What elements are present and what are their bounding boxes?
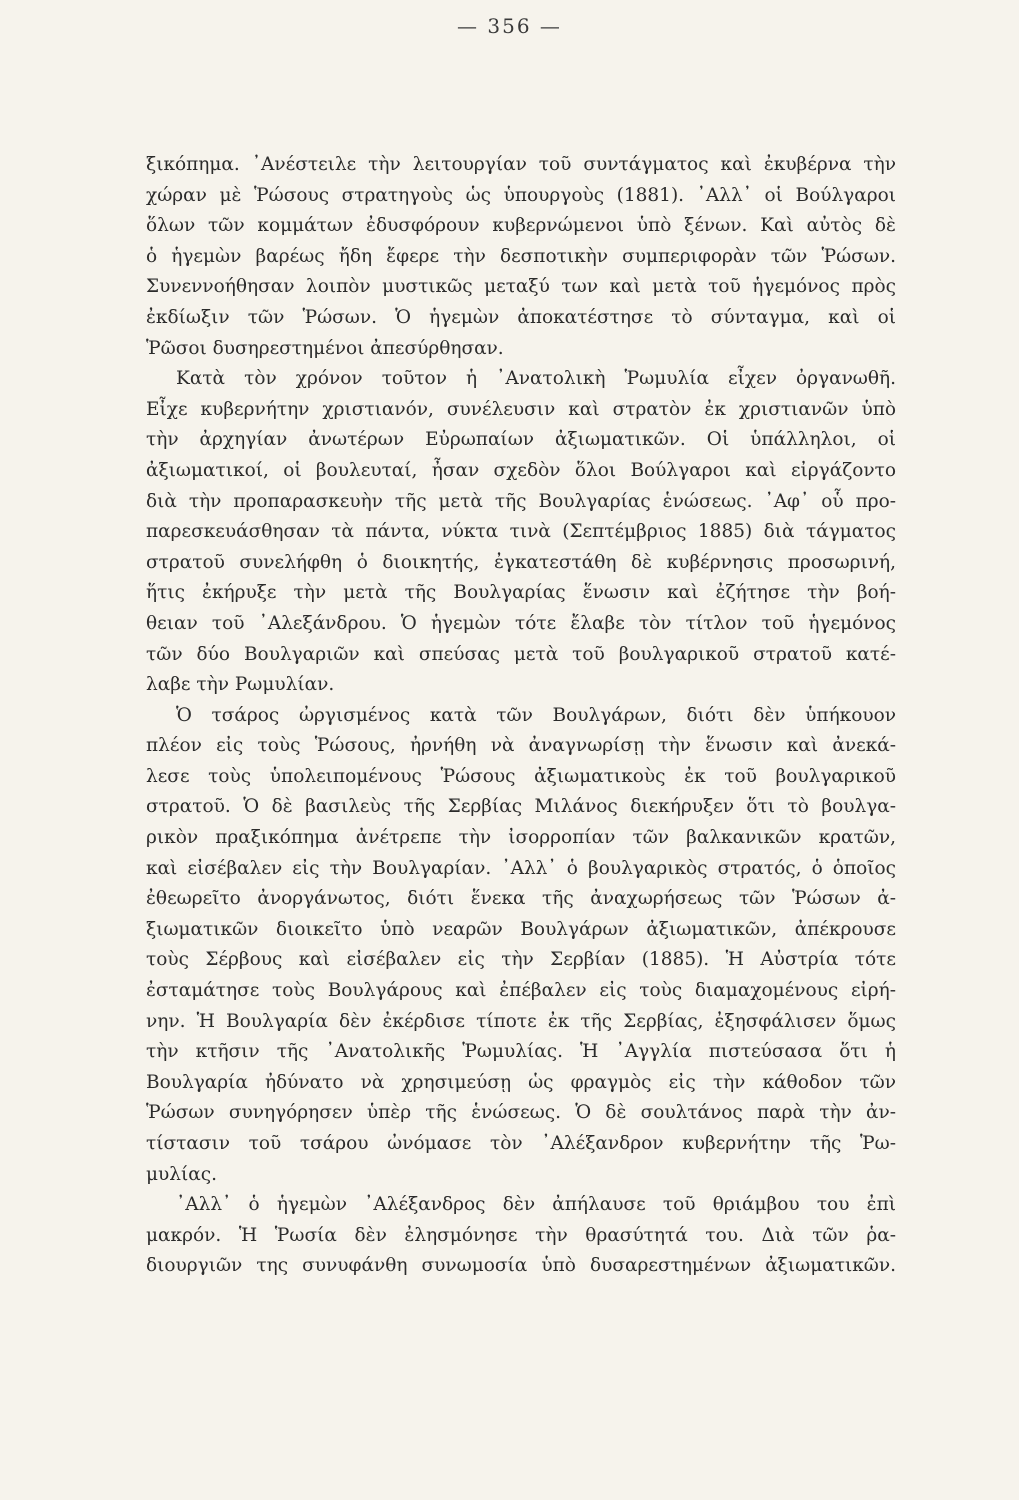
text-line: καὶ εἰσέβαλεν εἰς τὴν Βουλγαρίαν. ᾿Αλλ᾿ ὁ βουλγαρικὸς στρατός, ὁ ὁποῖος <box>146 857 896 879</box>
text-line: ἐκδίωξιν τῶν Ῥώσων. Ὁ ἡγεμὼν ἀποκατέστησε τὸ σύνταγμα, καὶ οἱ <box>146 306 896 328</box>
text-line: Εἶχε κυβερνήτην χριστιανόν, συνέλευσιν καὶ στρατὸν ἐκ χριστιανῶν ὑπὸ <box>146 398 896 420</box>
text-line: λαβε τὴν Ρωμυλίαν. <box>146 674 335 696</box>
text-line: ἐσταμάτησε τοὺς Βουλγάρους καὶ ἐπέβαλεν εἰς τοὺς διαμαχομένους εἰρή- <box>146 980 896 1002</box>
text-line: τὴν κτῆσιν τῆς ᾿Ανατολικῆς Ῥωμυλίας. Ἡ ᾿Αγγλία πιστεύσασα ὅτι ἡ <box>146 1041 896 1063</box>
text-line: διὰ τὴν προπαρασκευὴν τῆς μετὰ τῆς Βουλγαρίας ἑνώσεως. ᾿Αφ᾿ οὗ προ- <box>146 490 896 512</box>
text-line: μακρόν. Ἡ Ῥωσία δὲν ἐλησμόνησε τὴν θρασύτητά του. Διὰ τῶν ῥα- <box>146 1224 896 1246</box>
text-line: χώραν μὲ Ῥώσους στρατηγοὺς ὡς ὑπουργοὺς (1881). ᾿Αλλ᾿ οἱ Βούλγαροι <box>146 184 896 206</box>
text-line: παρεσκευάσθησαν τὰ πάντα, νύκτα τινὰ (Σεπτέμβριος 1885) διὰ τάγματος <box>146 521 896 543</box>
text-line: ρικὸν πραξικόπημα ἀνέτρεπε τὴν ἰσορροπίαν τῶν βαλκανικῶν κρατῶν, <box>146 827 896 849</box>
text-line: Ῥώσων συνηγόρησεν ὑπὲρ τῆς ἑνώσεως. Ὁ δὲ σουλτάνος παρὰ τὴν ἀν- <box>146 1102 896 1124</box>
text-line: στρατοῦ. Ὁ δὲ βασιλεὺς τῆς Σερβίας Μιλάνος διεκήρυξεν ὅτι τὸ βουλγα- <box>146 796 896 818</box>
text-line: Συνεννοήθησαν λοιπὸν μυστικῶς μεταξύ των καὶ μετὰ τοῦ ἡγεμόνος πρὸς <box>146 276 896 298</box>
text-line: διουργιῶν της συνυφάνθη συνωμοσία ὑπὸ δυσαρεστημένων ἀξιωματικῶν. <box>146 1255 896 1277</box>
text-line: τῶν δύο Βουλγαριῶν καὶ σπεύσας μετὰ τοῦ βουλγαρικοῦ στρατοῦ κατέ- <box>146 643 896 665</box>
page-number: — 356 — <box>457 14 562 38</box>
text-line: ξιωματικῶν διοικεῖτο ὑπὸ νεαρῶν Βουλγάρων ἀξιωματικῶν, ἀπέκρουσε <box>146 918 896 940</box>
text-line: Ῥῶσοι δυσηρεστημένοι ἀπεσύρθησαν. <box>146 337 504 359</box>
text-line: νην. Ἡ Βουλγαρία δὲν ἐκέρδισε τίποτε ἐκ τῆς Σερβίας, ἐξησφάλισεν ὅμως <box>146 1010 896 1032</box>
text-line: Κατὰ τὸν χρόνον τοῦτον ἡ ᾿Ανατολικὴ Ῥωμυλία εἶχεν ὀργανωθῆ. <box>176 368 896 390</box>
text-line: μυλίας. <box>146 1163 217 1185</box>
text-line: τοὺς Σέρβους καὶ εἰσέβαλεν εἰς τὴν Σερβίαν (1885). Ἡ Αὐστρία τότε <box>146 949 896 971</box>
body-text <box>146 150 896 1282</box>
text-line: Βουλγαρία ἠδύνατο νὰ χρησιμεύσῃ ὡς φραγμὸς εἰς τὴν κάθοδον τῶν <box>146 1071 896 1093</box>
text-line: ὅλων τῶν κομμάτων ἐδυσφόρουν κυβερνώμενοι ὑπὸ ξένων. Καὶ αὐτὸς δὲ <box>146 215 896 237</box>
text-line: τὴν ἀρχηγίαν ἀνωτέρων Εὐρωπαίων ἀξιωματικῶν. Οἱ ὑπάλληλοι, οἱ <box>146 429 896 451</box>
text-line: ἀξιωματικοί, οἱ βουλευταί, ἦσαν σχεδὸν ὅλοι Βούλγαροι καὶ εἰργάζοντο <box>146 459 896 481</box>
text-line: ἐθεωρεῖτο ἀνοργάνωτος, διότι ἕνεκα τῆς ἀναχωρήσεως τῶν Ῥώσων ἀ- <box>146 888 896 910</box>
text-line: λεσε τοὺς ὑπολειπομένους Ῥώσους ἀξιωματικοὺς ἐκ τοῦ βουλγαρικοῦ <box>146 765 896 787</box>
text-line: ἥτις ἐκήρυξε τὴν μετὰ τῆς Βουλγαρίας ἕνωσιν καὶ ἐζήτησε τὴν βοή- <box>146 582 896 604</box>
text-line: ὁ ἡγεμὼν βαρέως ἤδη ἔφερε τὴν δεσποτικὴν συμπεριφορὰν τῶν Ῥώσων. <box>146 245 896 267</box>
text-line: θειαν τοῦ ᾿Αλεξάνδρου. Ὁ ἡγεμὼν τότε ἔλαβε τὸν τίτλον τοῦ ἡγεμόνος <box>146 612 896 634</box>
text-line: ᾿Αλλ᾿ ὁ ἡγεμὼν ᾿Αλέξανδρος δὲν ἀπήλαυσε τοῦ θριάμβου του ἐπὶ <box>176 1194 896 1216</box>
text-line: στρατοῦ συνελήφθη ὁ διοικητής, ἐγκατεστάθη δὲ κυβέρνησις προσωρινή, <box>146 551 896 573</box>
text-line: Ὁ τσάρος ὠργισμένος κατὰ τῶν Βουλγάρων, διότι δὲν ὑπήκουον <box>176 704 896 726</box>
text-line: πλέον εἰς τοὺς Ῥώσους, ἠρνήθη νὰ ἀναγνωρίσῃ τὴν ἕνωσιν καὶ ἀνεκά- <box>146 735 896 757</box>
text-line: ξικόπημα. ᾿Ανέστειλε τὴν λειτουργίαν τοῦ συντάγματος καὶ ἐκυβέρνα τὴν <box>146 154 896 175</box>
text-line: τίστασιν τοῦ τσάρου ὠνόμασε τὸν ᾿Αλέξανδρον κυβερνήτην τῆς Ῥω- <box>146 1133 896 1154</box>
